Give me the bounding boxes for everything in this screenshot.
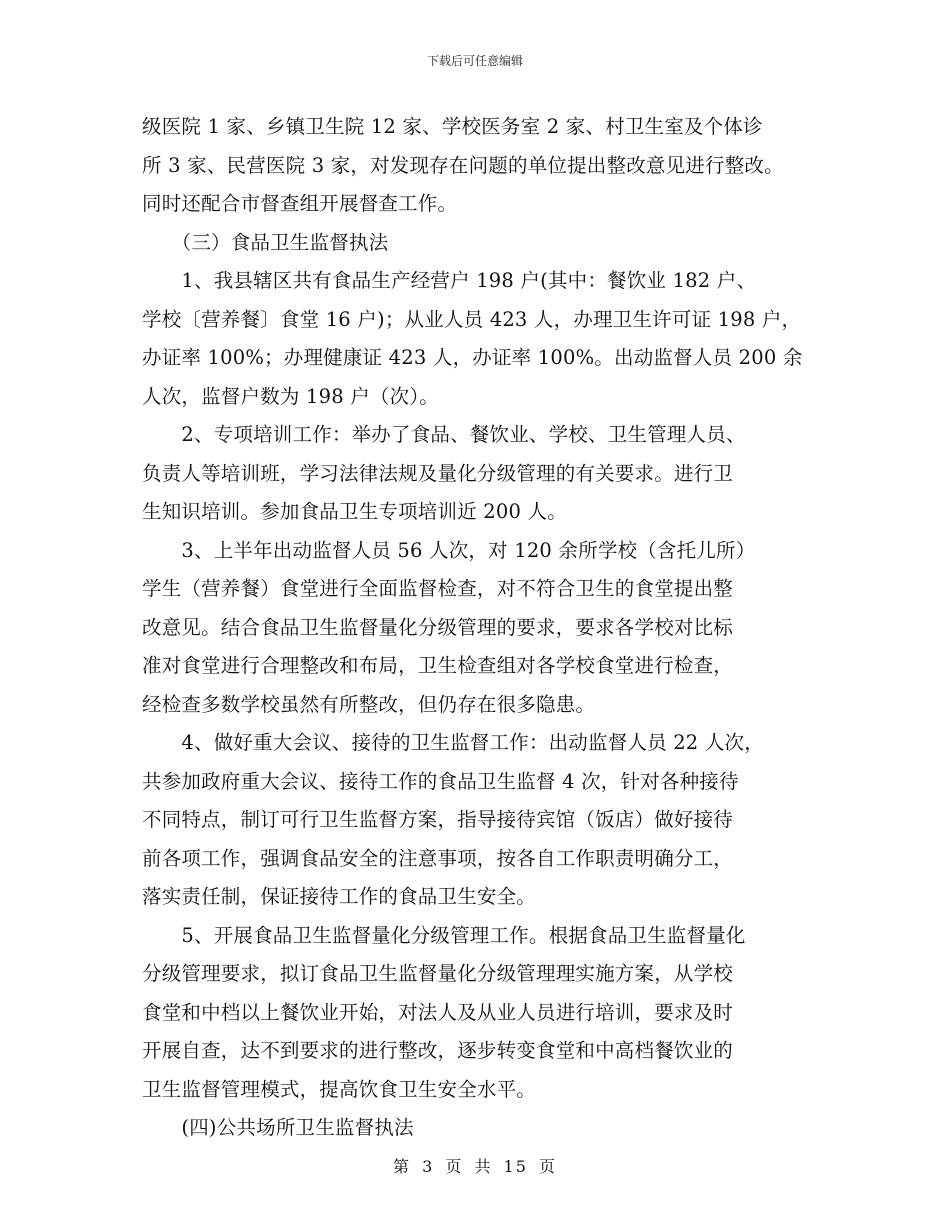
text-line: 前各项工作，强调食品安全的注意事项，按各自工作职责明确分工， xyxy=(142,846,734,870)
text-line: 2、专项培训工作：举办了食品、餐饮业、学校、卫生管理人员、 xyxy=(142,423,746,446)
page-number: 第 3 页 共 15 页 xyxy=(393,1157,557,1176)
text-line: 食堂和中档以上餐饮业开始，对法人及从业人员进行培训，要求及时 xyxy=(142,1000,734,1024)
text-line: 生知识培训。参加食品卫生专项培训近 200 人。 xyxy=(142,500,567,523)
text-line: 改意见。结合食品卫生监督量化分级管理的要求，要求各学校对比标 xyxy=(142,615,734,639)
text-line: 共参加政府重大会议、接待工作的食品卫生监督 4 次，针对各种接待 xyxy=(142,769,739,793)
document-body xyxy=(142,108,842,1148)
section-heading: （三）食品卫生监督执法 xyxy=(142,230,389,254)
text-line: 开展自查，达不到要求的进行整改，逐步转变食堂和中高档餐饮业的 xyxy=(142,1039,734,1062)
text-line: 人次，监督户数为 198 户（次）。 xyxy=(142,384,439,408)
text-line: 学生（营养餐）食堂进行全面监督检查，对不符合卫生的食堂提出整 xyxy=(142,577,734,600)
text-line: 学校〔营养餐〕食堂 16 户)；从业人员 423 人，办理卫生许可证 198 户， xyxy=(142,307,802,331)
text-line: 1、我县辖区共有食品生产经营户 198 户(其中：餐饮业 182 户、 xyxy=(142,269,757,292)
text-line: 准对食堂进行合理整改和布局，卫生检查组对各学校食堂进行检查， xyxy=(142,654,734,677)
text-line: 3、上半年出动监督人员 56 人次，对 120 余所学校（含托儿所） xyxy=(142,538,756,562)
text-line: 负责人等培训班，学习法律法规及量化分级管理的有关要求。进行卫 xyxy=(142,461,734,485)
text-line: 不同特点，制订可行卫生监督方案，指导接待宾馆（饭店）做好接待 xyxy=(142,808,734,831)
text-line: 经检查多数学校虽然有所整改，但仍存在很多隐患。 xyxy=(142,692,596,716)
section-heading: (四)公共场所卫生监督执法 xyxy=(142,1116,414,1139)
text-line: 卫生监督管理模式，提高饮食卫生安全水平。 xyxy=(142,1077,537,1101)
text-line: 5、开展食品卫生监督量化分级管理工作。根据食品卫生监督量化 xyxy=(142,923,746,947)
page-header: 下载后可任意编辑 xyxy=(426,54,523,68)
text-line: 所 3 家、民营医院 3 家，对发现存在问题的单位提出整改意见进行整改。 xyxy=(142,153,784,177)
text-line: 办证率 100%；办理健康证 423 人，办证率 100%。出动监督人员 200 余 xyxy=(142,346,803,369)
text-line: 落实责任制，保证接待工作的食品卫生安全。 xyxy=(142,885,537,908)
text-line: 4、做好重大会议、接待的卫生监督工作：出动监督人员 22 人次， xyxy=(142,731,764,754)
text-line: 分级管理要求，拟订食品卫生监督量化分级管理理实施方案，从学校 xyxy=(142,962,734,985)
text-line: 同时还配合市督查组开展督查工作。 xyxy=(142,192,458,215)
text-line: 级医院 1 家、乡镇卫生院 12 家、学校医务室 2 家、村卫生室及个体诊 xyxy=(142,115,763,138)
